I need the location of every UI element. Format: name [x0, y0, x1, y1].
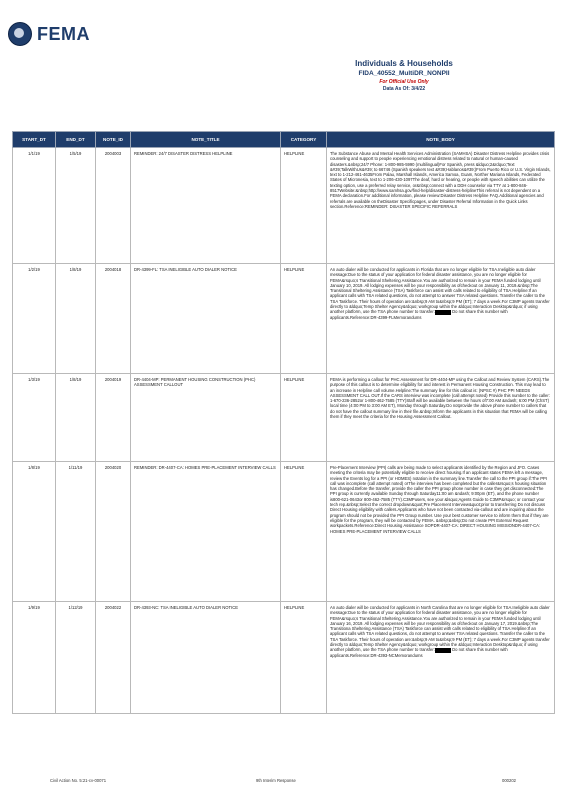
table-row [13, 148, 555, 264]
table-header-row [13, 132, 555, 148]
fema-logo [8, 22, 90, 46]
cell-note-id: 2004003 [96, 148, 131, 264]
cell-note-id: 2004018 [96, 264, 131, 374]
brand-name: FEMA [37, 23, 90, 44]
cell-end-dt: 1/11/19 [56, 462, 96, 602]
cell-note-body: FEMA is performing a callout for PHC Assessment for DR-4404-MP using the Callout and Review System (CARS).The purpose of this callout is to determine eligibility for and interest in Permanent Housing Construction. This may lead to an increase in Helpline call volume.Helpline:The summary line for this callout is: (NPSC #) PHC PPI NEEDS ASSESSMENT CALL OUT.If the CARS interview was incomplete (call attempt noted) Provide this number to the caller: 1-670-236-2852or 1-800-462-7585 (TTY)Staff will be available between the hours of7:00 AM &ndash; 6:00 PM (ChST) local time (4:00 PM to 3:00 AM ET), Monday through Saturday.Do notprovide the above phone number to callers that do not have the callout summary line in their file.&nbsp;Inform the applicants in this situation that FEMA will be calling them if they meet the criteria for the Housing Assessment Callout. [327, 374, 555, 462]
cell-end-dt: 1/8/19 [56, 374, 96, 462]
cell-category: HELPLINE [281, 602, 327, 714]
table-row [13, 374, 555, 462]
report-title: Individuals & Households [355, 59, 453, 68]
column-header-end-dt: END_DT [56, 132, 96, 148]
cell-note-body [327, 602, 555, 714]
footer-case-number: Civil Action No. 5:21-cv-00071 [50, 778, 107, 783]
cell-note-title: REMINDER: 24/7 DISASTER DISTRESS HELPLINE [131, 148, 281, 264]
column-header-note-body: NOTE_BODY [327, 132, 555, 148]
column-header-note-title: NOTE_TITLE [131, 132, 281, 148]
cell-start-dt: 1/3/19 [13, 374, 56, 462]
cell-start-dt: 1/8/19 [13, 462, 56, 602]
cell-note-title: DR-4393-NC: TSA INELIGIBLE AUTO DIALER NOTICE [131, 602, 281, 714]
column-header-category: CATEGORY [281, 132, 327, 148]
report-titles [284, 58, 524, 93]
cell-category: HELPLINE [281, 264, 327, 374]
table-row [13, 264, 555, 374]
notes-table [12, 131, 555, 714]
report-subtitle: FIDA_40552_MultiDR_NONPII [358, 70, 450, 77]
redaction-block [435, 310, 451, 315]
cell-category: HELPLINE [281, 462, 327, 602]
cell-category: HELPLINE [281, 374, 327, 462]
cell-start-dt: 1/9/19 [13, 602, 56, 714]
cell-note-id: 2004022 [96, 602, 131, 714]
note-body-text-after: Do not share this number with applicants.Reference:DR-4399-FLMemorandums [330, 309, 508, 320]
cell-start-dt: 1/2/19 [13, 264, 56, 374]
cell-note-title: REMINDER: DR-4407-CA: HOMES PRE-PLACEMENT INTERVIEW CALLS [131, 462, 281, 602]
cell-start-dt: 1/1/19 [13, 148, 56, 264]
table-row [13, 462, 555, 602]
cell-note-id: 2004020 [96, 462, 131, 602]
cell-end-dt: 1/8/19 [56, 264, 96, 374]
data-as-of: Data As Of: 3/4/22 [382, 86, 426, 92]
column-header-start-dt: START_DT [13, 132, 56, 148]
cell-end-dt: 1/12/19 [56, 602, 96, 714]
page-header [0, 0, 566, 120]
table-row [13, 602, 555, 714]
footer-response-label: 9th Interim Response [256, 778, 296, 783]
footer-page-number: 000202 [502, 778, 516, 783]
cell-end-dt: 1/5/19 [56, 148, 96, 264]
cell-note-body [327, 264, 555, 374]
column-header-note-id: NOTE_ID [96, 132, 131, 148]
redaction-block [435, 648, 451, 653]
official-use-notice: For Official Use Only [379, 79, 429, 85]
cell-note-body: Pre-Placement Interview (PPI) calls are being made to select applicants identified by the Region and JFO. Cases meeting the criteria may be potentially eligible to receive direct housing.If an applicant states FEMA left a message, review the Events log for a PPI (or HOMES) notation in the summary line.Transfer the call to the PPI group if:The PPI call was incomplete (call attempt noted) orThe interview has been completed but the caller&rsquo;s housing situation has changed.Before the transfer, provide the caller the PPI group phone number in case they get disconnected:The PPI group is currently available Sunday through Saturday11:00 am &ndash; 9:00pm (ET), and the phone number is800-621-0643or 800-462-7585 (TTY).C3MPusers, see your &lsquo;Agents Guide to C3MP&rsquo; or contact your tech rep.&nbsp;Select the correct dropdown&quot;Pre Placement Interview&quot;prior to transferring Do not discuss Direct Housing eligibility with callers.Applicants who have not been contacted via-callout and are inquiring about the program should not be provided the PPI Group number. Use your best customer service to inform them that if they are eligible for the program, they will be contacted by FEMA. &nbsp;&nbsp;Do not create PPI External Request workpackets.Reference:Direct Housing Assistance SOPDR-4407-CA: DIRECT HOUSING MISSIONDR-4407-CA: HOMES PRE-PLACEMENT INTERVIEW CALLS [327, 462, 555, 602]
note-body-text: An auto dialer will be conducted for applicants in North Carolina that are no longer eligible for TSA.Ineligible auto dialer message:Due to the status of your application for federal disaster assistance, you are no longer eligible for FEMA&rsquo;s Transitional Sheltering Assistance.You are authorized to remain in your FEMA funded lodging until January 16, 2019. All lodging expenses will be your responsibility as ofcheckout on January 17, 2019.&nbsp;The Transitiona Sheltering Assistance (TSA) Taskforce can assist with calls related to eligibility of TSA.Helpline:If an applicant calls with TSA related questions, do not attempt to answer TSA related questions. Transfer the caller to the TSA Taskforce. Their hours of operation are:&nbsp;9 AM to&nbsp;9 PM (ET); 7 days a week.For C3MP agents transfer directly to &ldquo;Temp Shelter Agency&rdquo; workgroup within the &ldquo;Interaction Desktop&rdquo; if using another platform, use the TSA phone number to transfer: [330, 605, 550, 653]
cell-note-title: DR-4399-FL: TSA INELIGIBLE AUTO DIALER NOTICE [131, 264, 281, 374]
cell-note-title: DR-4404-MP: PERMANENT HOUSING CONSTRUCTION (PHC) ASSESSMENT CALLOUT [131, 374, 281, 462]
cell-note-body: The Substance Abuse and Mental Health Services Administration (SAMHSA) Disaster Distress Helpline provides crisis counseling and support to people experiencing emotional distress related to natural or human-caused disasters.&nbsp;24/7 Phone: 1-800-985-5990 (multilingual)For Spanish, press &ldquo;2&rdquo;Text &#39;TalkWithUs&#39; to 66746 (Spanish speakers text &#39;Hablanos&#39;)From Puerto Rico or U.S. Virgin Islands, text to 1-212-461-4635From Palau, Marshall Islands, America Samoa, Guam, Norther Mariana Islands, Federated States of Micronesia, text to 1-206-430-1097The deaf, hard or hearing, or people with speech abilities can utilize the texting option, use a preferred relay service, or&nbsp;connect with a DDH counselor via TTY at 1-800-846-8517Website:&nbsp;http://www.samhsa.gov/find-help/disaster-distress-helplineThis referral is not dependent on a FEMA declaration.For additional information, please review:Disaster Distress Helpline FAQ.Additional agencies and referrals are available on theDisaster Specificpages, under Disaster Referral Information in the Quick Links section.Reference:REMINDER: DISASTER SPECIFIC REFERRALS [327, 148, 555, 264]
note-body-text: An auto dialer will be conducted for applicants in Florida that are no longer eligible for TSA.Ineligible auto dialer message:Due to the status of your application for federal disaster assistance, you are no longer eligible for FEMA&rsquo;s Transitional Sheltering Assistance.You are authorized to remain in your FEMA funded lodging until January 10, 2019. All lodging expenses will be your responsibility as ofcheckout on January 11, 2019.&nbsp;The Transitional Sheltering Assistance (TSA) Taskforce can assist with calls related to eligibility of TSA.Helpline:If an applicant calls with TSA related questions, do not attempt to answer TSA related questions. Transfer the caller to the TSA Taskforce. Their hours of operation are:&nbsp;9 AM to&nbsp;9 PM (ET); 7 days a week.For C3MP agents transfer directly to &ldquo;Temp Shelter Agency&rdquo; workgroup within the &ldquo;Interaction Desktop&rdquo; if using another platform, use the TSA phone number to transfer: [330, 267, 550, 315]
note-body-text-after: Do not share this number with applicants.Reference:DR-4393-NCMemorandums [330, 647, 508, 658]
cell-note-id: 2004019 [96, 374, 131, 462]
dhs-seal-icon [8, 22, 32, 46]
cell-category: HELPLINE [281, 148, 327, 264]
